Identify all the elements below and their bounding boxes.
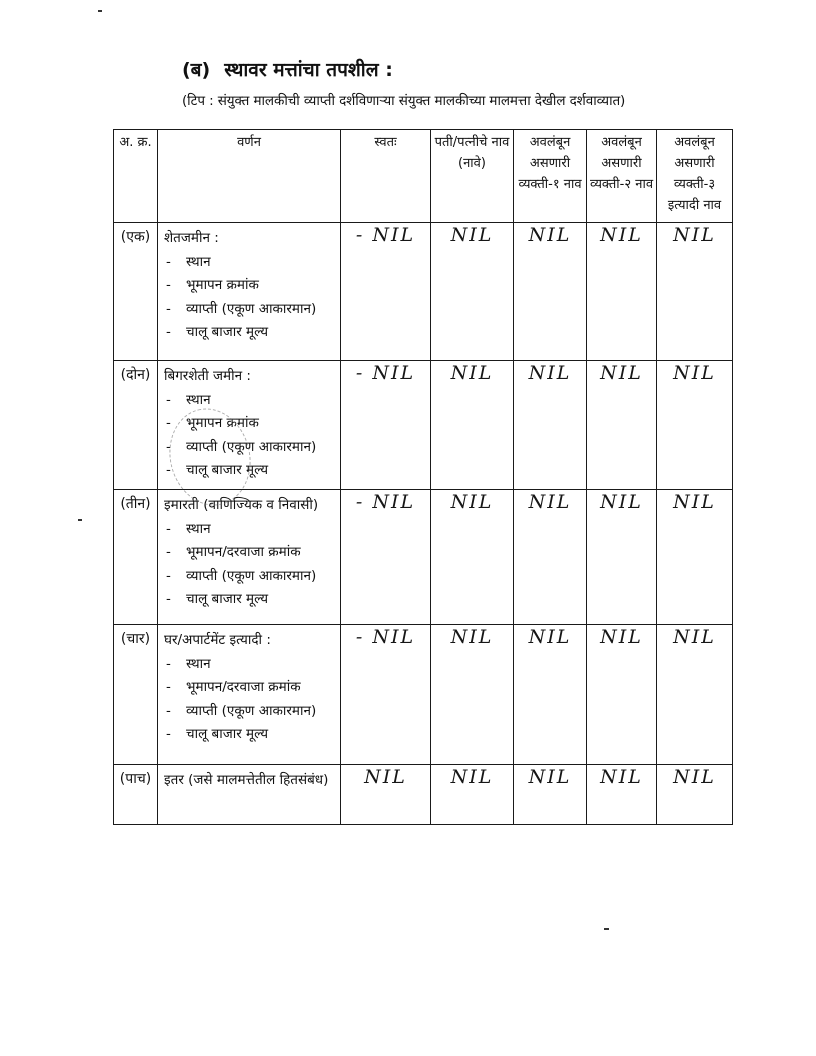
- value-dependent-3: NIL: [657, 625, 733, 765]
- value-dependent-2: NIL: [587, 361, 657, 490]
- row-title: बिगरशेती जमीन :: [164, 368, 251, 384]
- table-row: [114, 490, 733, 625]
- row-serial: (दोन): [114, 361, 158, 490]
- row-item: - व्याप्ती (एकूण आकारमान): [166, 567, 317, 584]
- value-dependent-1: NIL: [514, 490, 587, 625]
- row-item: - चालू बाजार मूल्य: [166, 726, 269, 742]
- scan-speck: [98, 10, 102, 12]
- section-letter: (ब): [182, 59, 211, 81]
- row-serial: (पाच): [114, 765, 158, 825]
- table-row: [114, 625, 733, 765]
- row-item: - स्थान: [166, 253, 211, 270]
- value-self: NIL: [341, 765, 431, 825]
- header-serial: अ. क्र.: [114, 130, 158, 223]
- header-dependent-1: अवलंबून असणारी व्यक्ती-१ नाव: [514, 130, 587, 223]
- value-self: - NIL: [341, 625, 431, 765]
- header-spouse: पती/पत्नीचे नाव (नावे): [431, 130, 514, 223]
- row-item: - भूमापन क्रमांक: [166, 415, 259, 431]
- immovable-assets-table: [113, 129, 733, 825]
- value-spouse: NIL: [431, 361, 514, 490]
- value-dependent-1: NIL: [514, 625, 587, 765]
- header-dependent-3: अवलंबून असणारी व्यक्ती-३ इत्यादी नाव: [657, 130, 733, 223]
- value-self: - NIL: [341, 490, 431, 625]
- row-description: [158, 490, 341, 625]
- value-spouse: NIL: [431, 625, 514, 765]
- value-dependent-1: NIL: [514, 765, 587, 825]
- table-row: [114, 223, 733, 361]
- header-description: वर्णन: [158, 130, 341, 223]
- value-dependent-1: NIL: [514, 361, 587, 490]
- row-item: - व्याप्ती (एकूण आकारमान): [166, 702, 317, 719]
- row-item: - भूमापन क्रमांक: [166, 277, 259, 293]
- value-self: - NIL: [341, 223, 431, 361]
- row-item: - स्थान: [166, 520, 211, 537]
- value-dependent-3: NIL: [657, 490, 733, 625]
- row-serial: (चार): [114, 625, 158, 765]
- row-item: - भूमापन/दरवाजा क्रमांक: [166, 679, 301, 695]
- scan-speck: [604, 928, 609, 930]
- row-item: - चालू बाजार मूल्य: [166, 324, 269, 340]
- value-dependent-2: NIL: [587, 490, 657, 625]
- table-row: [114, 361, 733, 490]
- row-item: - व्याप्ती (एकूण आकारमान): [166, 438, 317, 455]
- row-item: - स्थान: [166, 655, 211, 672]
- value-dependent-2: NIL: [587, 625, 657, 765]
- table-row: [114, 765, 733, 825]
- row-description: [158, 361, 341, 490]
- value-dependent-1: NIL: [514, 223, 587, 361]
- table-header-row: [114, 130, 733, 223]
- row-title: शेतजमीन :: [164, 230, 219, 246]
- row-item: - व्याप्ती (एकूण आकारमान): [166, 300, 317, 317]
- scan-speck: [78, 519, 82, 521]
- header-dependent-2: अवलंबून असणारी व्यक्ती-२ नाव: [587, 130, 657, 223]
- value-dependent-3: NIL: [657, 223, 733, 361]
- value-spouse: NIL: [431, 223, 514, 361]
- value-dependent-3: NIL: [657, 361, 733, 490]
- header-self: स्वतः: [341, 130, 431, 223]
- row-serial: (एक): [114, 223, 158, 361]
- value-spouse: NIL: [431, 765, 514, 825]
- value-self: - NIL: [341, 361, 431, 490]
- row-description: [158, 625, 341, 765]
- row-item: - भूमापन/दरवाजा क्रमांक: [166, 544, 301, 560]
- row-title: इमारती (वाणिज्यिक व निवासी): [164, 497, 319, 513]
- row-title: घर/अपार्टमेंट इत्यादी :: [164, 632, 271, 648]
- value-dependent-2: NIL: [587, 765, 657, 825]
- row-serial: (तीन): [114, 490, 158, 625]
- row-item: - चालू बाजार मूल्य: [166, 462, 269, 478]
- section-note: (टिप : संयुक्त मालकीची व्याप्ती दर्शविणाऱ्या संयुक्त मालकीच्या मालमत्ता देखील दर्शवाव्यात): [182, 93, 626, 109]
- section-heading: [182, 56, 393, 82]
- row-description: [158, 223, 341, 361]
- section-title: स्थावर मत्तांचा तपशील :: [224, 59, 393, 81]
- value-dependent-3: NIL: [657, 765, 733, 825]
- row-title: इतर (जसे मालमत्तेतील हितसंबंध): [164, 772, 329, 788]
- row-description: [158, 765, 341, 825]
- value-spouse: NIL: [431, 490, 514, 625]
- value-dependent-2: NIL: [587, 223, 657, 361]
- row-item: - चालू बाजार मूल्य: [166, 591, 269, 607]
- row-item: - स्थान: [166, 391, 211, 408]
